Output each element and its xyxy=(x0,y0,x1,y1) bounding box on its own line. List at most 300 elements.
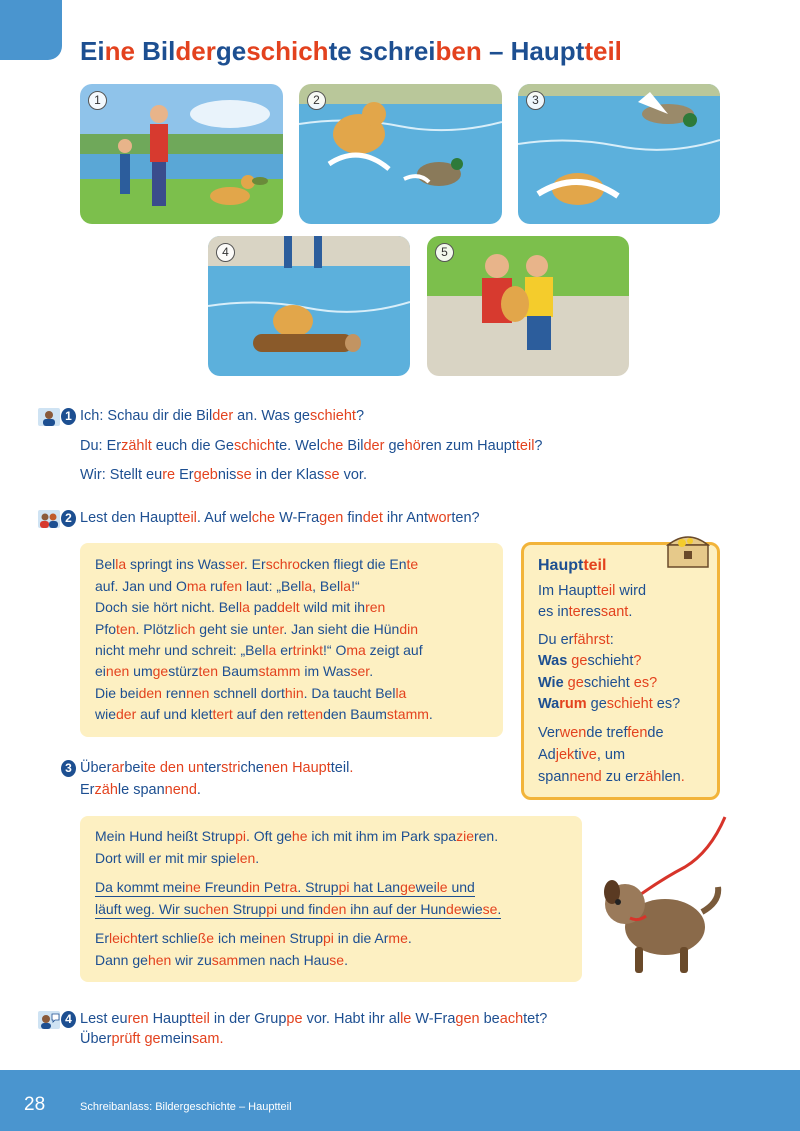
dog-story-line xyxy=(95,850,259,866)
page-number: 28 xyxy=(24,1094,46,1115)
red-syllable: chen xyxy=(198,901,229,917)
red-syllable: pi xyxy=(235,828,246,844)
red-syllable: sam. xyxy=(192,1031,224,1047)
red-syllable: trinkt xyxy=(292,642,323,658)
text-fragment: . xyxy=(196,782,201,798)
text-fragment: . Auf wel xyxy=(196,510,252,526)
text-fragment: . Plötz xyxy=(135,621,175,637)
text-fragment: , Bel xyxy=(312,578,341,594)
red-syllable: fen xyxy=(627,725,648,741)
text-fragment: ich mei xyxy=(214,930,263,946)
red-syllable: se xyxy=(236,467,252,483)
text-fragment: Wa xyxy=(538,696,560,712)
red-syllable: teil xyxy=(584,36,622,66)
red-syllable: der xyxy=(363,438,385,454)
text-fragment: be xyxy=(479,1011,500,1027)
text-fragment: nicht mehr und schreit: „Bel xyxy=(95,642,266,658)
text-fragment: te schrei xyxy=(328,36,436,66)
text-fragment: Freun xyxy=(200,879,242,895)
red-syllable: der xyxy=(175,36,216,66)
corner-tab xyxy=(0,0,62,60)
red-syllable: gen xyxy=(455,1011,480,1027)
text-fragment: in der Klas xyxy=(251,467,325,483)
picture-number: 5 xyxy=(435,243,454,262)
footer-band xyxy=(0,1070,800,1131)
text-fragment: le span xyxy=(117,782,165,798)
red-syllable: ve xyxy=(581,747,597,763)
text-fragment: tert schlie xyxy=(137,930,198,946)
info-line xyxy=(538,769,685,785)
red-syllable: zählt xyxy=(121,438,152,454)
text-fragment: Er xyxy=(95,930,109,946)
red-syllable: teil xyxy=(583,557,607,574)
red-syllable: ma xyxy=(186,578,207,594)
text-fragment: . Da taucht Bel xyxy=(303,685,396,701)
red-syllable: es? xyxy=(629,675,658,691)
text-fragment: teil xyxy=(330,760,350,776)
text-fragment: te. Wel xyxy=(275,438,320,454)
red-syllable: la xyxy=(238,599,250,615)
red-syllable: la xyxy=(115,556,127,572)
picture-number: 3 xyxy=(526,91,545,110)
text-fragment: Dann ge xyxy=(95,952,148,968)
picture-1 xyxy=(80,84,283,224)
red-syllable: schro xyxy=(265,556,300,572)
info-line xyxy=(538,604,632,620)
scene-dog-on-log-illustration xyxy=(208,236,410,376)
text-fragment: Bel xyxy=(95,556,116,572)
text-fragment: Lest den Haupt xyxy=(80,510,179,526)
story-line xyxy=(95,642,423,658)
text-fragment: de xyxy=(647,725,664,741)
red-syllable: la xyxy=(301,578,313,594)
red-syllable: ser xyxy=(350,663,370,679)
text-fragment: len xyxy=(661,769,681,785)
red-syllable: prüft ge xyxy=(111,1031,161,1047)
text-fragment: und fin xyxy=(277,901,324,917)
red-syllable: sam xyxy=(211,952,239,968)
text-fragment: Strup xyxy=(228,901,267,917)
task-number-4: 4 xyxy=(61,1011,76,1028)
text-fragment: Lest eu xyxy=(80,1011,128,1027)
red-syllable: teil xyxy=(515,438,535,454)
task-number-1: 1 xyxy=(61,408,76,425)
picture-2 xyxy=(299,84,502,224)
red-syllable: pi xyxy=(338,879,350,895)
info-heading xyxy=(538,557,606,575)
text-fragment: Bil xyxy=(343,438,364,454)
red-syllable: te den un xyxy=(143,760,205,776)
text-fragment: in die Ar xyxy=(333,930,389,946)
task4-line-1 xyxy=(80,1011,547,1027)
info-line xyxy=(538,747,625,763)
text-fragment: auf den ret xyxy=(232,706,304,722)
text-fragment: Ich: Schau dir die Bil xyxy=(80,408,213,424)
red-syllable: leich xyxy=(109,930,138,946)
story-line xyxy=(95,621,418,637)
red-syllable: zäh xyxy=(94,782,118,798)
text-fragment: ? xyxy=(355,408,365,424)
text-fragment: schieht xyxy=(583,675,630,691)
red-syllable: den xyxy=(138,685,162,701)
red-syllable: teil xyxy=(596,583,616,599)
underlined-text xyxy=(95,879,475,897)
scene-dog-jumps-illustration xyxy=(299,84,502,224)
red-syllable: den xyxy=(323,901,347,917)
dog-story-box xyxy=(80,816,582,982)
story-line xyxy=(95,663,373,679)
text-fragment: geht sie un xyxy=(195,621,268,637)
text-fragment: – Haupt xyxy=(481,36,585,66)
red-syllable: se xyxy=(329,952,345,968)
text-fragment: es in xyxy=(538,604,569,620)
info-question-warum xyxy=(538,696,680,712)
red-syllable: ten xyxy=(116,621,136,637)
text-fragment: pad xyxy=(249,599,278,615)
red-syllable: len xyxy=(236,850,256,866)
picture-number: 4 xyxy=(216,243,235,262)
red-syllable: nen xyxy=(105,663,130,679)
picture-number: 1 xyxy=(88,91,107,110)
footer-caption: Schreibanlass: Bildergeschichte – Hauptteil xyxy=(80,1101,292,1113)
red-syllable: der xyxy=(116,706,137,722)
red-syllable: la xyxy=(265,642,277,658)
red-syllable: ter xyxy=(267,621,284,637)
text-fragment: . Strup xyxy=(297,879,339,895)
task4-line-2 xyxy=(80,1031,223,1047)
red-syllable: he xyxy=(291,828,308,844)
text-fragment: ihn auf der Hun xyxy=(346,901,447,917)
red-syllable: wen xyxy=(559,725,587,741)
text-fragment: euch die Ge xyxy=(151,438,234,454)
text-fragment: ren zum Haupt xyxy=(420,438,516,454)
red-syllable: hö xyxy=(404,438,421,454)
text-fragment: Ad xyxy=(538,747,556,763)
red-syllable: sant xyxy=(600,604,629,620)
red-syllable: det xyxy=(362,510,383,526)
text-fragment: Da kommt mei xyxy=(95,879,186,895)
dog-story-underlined-line xyxy=(95,879,475,895)
text-fragment: . xyxy=(255,850,260,866)
red-syllable: nen Haupt xyxy=(263,760,331,776)
red-syllable: fährst xyxy=(573,632,610,648)
red-syllable: . xyxy=(680,769,685,785)
text-fragment: Wie xyxy=(538,675,564,691)
text-fragment: men nach Hau xyxy=(238,952,330,968)
text-fragment: vor. Habt ihr al xyxy=(302,1011,401,1027)
info-question-wie xyxy=(538,675,657,691)
red-syllable: wor xyxy=(428,510,452,526)
red-syllable: stri xyxy=(221,760,241,776)
red-syllable: stamm xyxy=(386,706,429,722)
picture-number: 2 xyxy=(307,91,326,110)
info-line xyxy=(538,632,614,648)
hauptteil-info-box xyxy=(521,542,720,800)
text-fragment: mein xyxy=(160,1031,193,1047)
text-fragment: wird xyxy=(615,583,647,599)
text-fragment: ren xyxy=(161,685,187,701)
text-fragment: ei xyxy=(95,663,106,679)
red-syllable: ach xyxy=(499,1011,524,1027)
red-syllable: stamm xyxy=(258,663,301,679)
red-syllable: re xyxy=(162,467,176,483)
story-box xyxy=(80,543,503,737)
red-syllable: pi xyxy=(323,930,334,946)
text-fragment: . xyxy=(497,901,502,917)
story-line xyxy=(95,578,360,594)
text-fragment: auf und klet xyxy=(136,706,213,722)
red-syllable: teil xyxy=(191,1011,210,1027)
text-fragment: Haupt xyxy=(538,557,584,574)
red-syllable: pe xyxy=(286,1011,303,1027)
text-fragment: den Baum xyxy=(323,706,387,722)
task3-line-1 xyxy=(80,760,353,776)
red-syllable: din xyxy=(399,621,419,637)
text-fragment: um xyxy=(129,663,153,679)
text-fragment: Er xyxy=(175,467,194,483)
text-fragment: wei xyxy=(415,879,437,895)
text-fragment: ren. xyxy=(473,828,499,844)
text-fragment: wir zu xyxy=(171,952,212,968)
red-syllable: tert xyxy=(212,706,233,722)
info-question-was xyxy=(538,653,641,669)
red-syllable: che xyxy=(251,510,276,526)
red-syllable: teil xyxy=(178,510,197,526)
text-fragment: Strup xyxy=(285,930,324,946)
story-line xyxy=(95,706,433,722)
text-fragment: ge xyxy=(384,438,405,454)
text-fragment: Pe xyxy=(259,879,281,895)
red-syllable: ße xyxy=(197,930,215,946)
red-syllable: nend xyxy=(164,782,197,798)
dog-story-line xyxy=(95,930,412,946)
red-syllable: le xyxy=(400,1011,412,1027)
text-fragment: . xyxy=(369,663,374,679)
red-syllable: la xyxy=(395,685,407,701)
group-icon xyxy=(38,1011,60,1029)
red-syllable: der xyxy=(212,408,234,424)
task-number-2: 2 xyxy=(61,510,76,527)
text-fragment: wie xyxy=(95,706,117,722)
red-syllable: schich xyxy=(233,438,276,454)
text-fragment: nis xyxy=(217,467,237,483)
text-fragment: er xyxy=(276,642,293,658)
red-syllable: din xyxy=(241,879,260,895)
red-syllable: te xyxy=(406,556,419,572)
text-fragment: Wir: Stellt eu xyxy=(80,467,163,483)
story-line xyxy=(95,599,385,615)
text-fragment: Im Haupt xyxy=(538,583,597,599)
text-fragment: Die bei xyxy=(95,685,139,701)
text-fragment: che xyxy=(240,760,264,776)
text-fragment: Er xyxy=(80,782,95,798)
picture-3 xyxy=(518,84,720,224)
text-fragment: . xyxy=(344,952,348,968)
text-fragment: auf. Jan und O xyxy=(95,578,187,594)
text-fragment: bei xyxy=(124,760,144,776)
task1-ich xyxy=(80,408,364,424)
red-syllable: zäh xyxy=(637,769,662,785)
red-syllable: ge xyxy=(152,663,169,679)
text-fragment: vor. xyxy=(339,467,367,483)
red-syllable: hin xyxy=(284,685,304,701)
red-syllable: ben xyxy=(435,36,482,66)
text-fragment: Haupt xyxy=(148,1011,192,1027)
task-number-3: 3 xyxy=(61,760,76,777)
red-syllable: che xyxy=(319,438,344,454)
text-fragment: ten? xyxy=(451,510,480,526)
text-fragment: Bil xyxy=(134,36,176,66)
page-title xyxy=(80,36,622,67)
text-fragment: !“ xyxy=(351,578,360,594)
text-fragment: schieht xyxy=(587,653,634,669)
red-syllable: nen xyxy=(186,685,210,701)
red-syllable: ar xyxy=(111,760,125,776)
text-fragment: . xyxy=(428,706,433,722)
info-line xyxy=(538,583,646,599)
red-syllable: schieht xyxy=(310,408,356,424)
text-fragment: ? xyxy=(534,438,543,454)
picture-4 xyxy=(208,236,410,376)
red-syllable: te xyxy=(568,604,581,620)
text-fragment: wie xyxy=(461,901,483,917)
red-syllable: lich xyxy=(174,621,196,637)
red-syllable: le xyxy=(436,879,448,895)
red-syllable: la xyxy=(340,578,352,594)
text-fragment: in der Grup xyxy=(209,1011,287,1027)
task3-line-2 xyxy=(80,782,201,798)
red-syllable: ser xyxy=(225,556,244,572)
red-syllable: se xyxy=(482,901,498,917)
text-fragment: cken fliegt die En xyxy=(299,556,407,572)
picture-5 xyxy=(427,236,629,376)
red-syllable: hen xyxy=(147,952,172,968)
text-fragment: Mein Hund heißt Strup xyxy=(95,828,236,844)
red-syllable: ten xyxy=(198,663,218,679)
text-fragment: Dort will er mit mir spie xyxy=(95,850,237,866)
task1-wir xyxy=(80,467,367,483)
scene-duck-flies-illustration xyxy=(518,84,720,224)
text-fragment: W-Fra xyxy=(275,510,320,526)
red-syllable: ne xyxy=(185,879,201,895)
text-fragment: laut: „Bel xyxy=(242,578,302,594)
dog-story-line xyxy=(95,952,348,968)
text-fragment: ru xyxy=(206,578,223,594)
text-fragment: und xyxy=(447,879,475,895)
text-fragment: Ei xyxy=(80,36,105,66)
text-fragment: ich mit ihm im Park spa xyxy=(307,828,457,844)
red-syllable: ge xyxy=(400,879,416,895)
text-fragment: wild mit ih xyxy=(299,599,366,615)
text-fragment: es? xyxy=(652,696,681,712)
red-syllable: delt xyxy=(277,599,300,615)
red-syllable: de xyxy=(446,901,462,917)
red-syllable: me xyxy=(388,930,408,946)
text-fragment: Pfo xyxy=(95,621,117,637)
text-fragment: ter xyxy=(204,760,222,776)
red-syllable: rum xyxy=(559,696,587,712)
red-syllable: ma xyxy=(346,642,366,658)
red-syllable: nend xyxy=(569,769,602,785)
red-syllable: nen xyxy=(262,930,286,946)
text-fragment: !“ O xyxy=(323,642,347,658)
text-fragment: Baum xyxy=(218,663,259,679)
text-fragment: ge xyxy=(215,36,247,66)
story-line xyxy=(95,685,406,701)
text-fragment: W-Fra xyxy=(411,1011,456,1027)
text-fragment: Du er xyxy=(538,632,574,648)
red-syllable: ne xyxy=(104,36,135,66)
red-syllable: ren xyxy=(365,599,386,615)
running-dog-illustration xyxy=(590,812,735,980)
red-syllable: ten xyxy=(303,706,324,722)
scene-rescue-illustration xyxy=(427,236,629,376)
treasure-chest-icon xyxy=(664,531,712,571)
text-fragment: an. Was ge xyxy=(233,408,310,424)
text-fragment: ti xyxy=(574,747,582,763)
task1-du xyxy=(80,438,543,454)
text-fragment: de tref xyxy=(586,725,628,741)
red-syllable: ge xyxy=(563,675,584,691)
text-fragment: läuft weg. Wir su xyxy=(95,901,199,917)
text-fragment: ge xyxy=(586,696,607,712)
text-fragment: res xyxy=(580,604,601,620)
underlined-text xyxy=(95,901,501,919)
text-fragment: Doch sie hört nicht. Bel xyxy=(95,599,239,615)
text-fragment: Was xyxy=(538,653,568,669)
text-fragment: . xyxy=(628,604,633,620)
text-fragment: springt ins Was xyxy=(126,556,226,572)
dog-story-underlined-line xyxy=(95,901,501,917)
red-syllable: fen xyxy=(222,578,243,594)
text-fragment: : xyxy=(609,632,614,648)
red-syllable: jek xyxy=(555,747,575,763)
text-fragment: fin xyxy=(343,510,363,526)
text-fragment: . Oft ge xyxy=(245,828,292,844)
red-syllable: zie xyxy=(456,828,474,844)
text-fragment: stürz xyxy=(168,663,199,679)
text-fragment: tet? xyxy=(523,1011,548,1027)
text-fragment: hat Lan xyxy=(349,879,401,895)
scene-walk-illustration xyxy=(80,84,283,224)
text-fragment: Über xyxy=(80,1031,112,1047)
text-fragment: . Er xyxy=(243,556,266,572)
red-syllable: tra xyxy=(280,879,298,895)
info-line xyxy=(538,725,664,741)
red-syllable: gen xyxy=(319,510,344,526)
text-fragment: Über xyxy=(80,760,112,776)
text-fragment: schnell dort xyxy=(209,685,285,701)
text-fragment: . Jan sieht die Hün xyxy=(283,621,400,637)
text-fragment: im Was xyxy=(300,663,351,679)
text-fragment: Ver xyxy=(538,725,560,741)
story-line xyxy=(95,556,418,572)
red-syllable: pi xyxy=(266,901,278,917)
task2-text xyxy=(80,510,480,526)
partner-icon xyxy=(38,510,60,528)
red-syllable: ge xyxy=(567,653,588,669)
text-fragment: Du: Er xyxy=(80,438,122,454)
dog-story-line xyxy=(95,828,498,844)
text-fragment: ihr Ant xyxy=(382,510,428,526)
text-fragment: , um xyxy=(596,747,626,763)
text-fragment: . xyxy=(407,930,412,946)
text-fragment: zeigt auf xyxy=(365,642,423,658)
red-syllable: geb xyxy=(193,467,218,483)
red-syllable: ren xyxy=(127,1011,149,1027)
red-syllable: ? xyxy=(633,653,642,669)
text-fragment: span xyxy=(538,769,570,785)
